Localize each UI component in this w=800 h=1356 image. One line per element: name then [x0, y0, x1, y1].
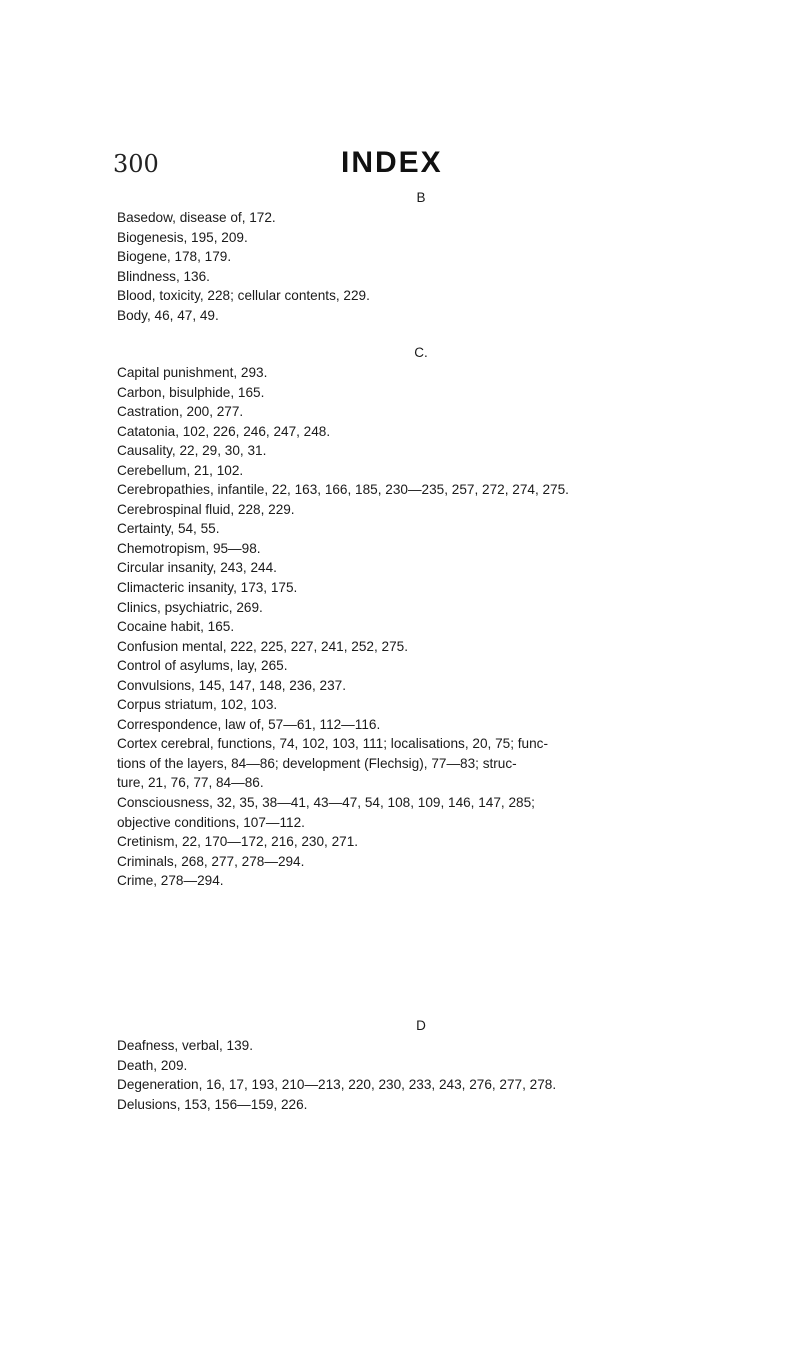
index-entry: Blood, toxicity, 228; cellular contents, 229.: [117, 288, 370, 304]
index-entry: Climacteric insanity, 173, 175.: [117, 580, 298, 596]
index-entry: Biogenesis, 195, 209.: [117, 229, 248, 245]
index-entry: Death, 209.: [117, 1057, 188, 1073]
index-entry: Blindness, 136.: [117, 268, 210, 284]
index-entry: Cerebrospinal fluid, 228, 229.: [117, 501, 295, 517]
index-entry: Cerebropathies, infantile, 22, 163, 166, 185, 230—235, 257, 272, 274, 275.: [117, 482, 569, 498]
index-entry: Deafness, verbal, 139.: [117, 1038, 254, 1053]
page-title: INDEX: [341, 146, 443, 179]
index-entry: Carbon, bisulphide, 165.: [117, 384, 265, 400]
index-entry: Certainty, 54, 55.: [117, 521, 220, 537]
index-entry: Crime, 278—294.: [117, 873, 224, 889]
entry-line: objective conditions, 107—112.: [117, 814, 305, 830]
index-entry: Corpus striatum, 102, 103.: [117, 697, 278, 713]
index-entry: Cerebellum, 21, 102.: [117, 462, 244, 478]
index-entry: Causality, 22, 29, 30, 31.: [117, 443, 267, 459]
index-entry: Control of asylums, lay, 265.: [117, 658, 288, 674]
index-entry: Chemotropism, 95—98.: [117, 540, 261, 556]
index-entry: Delusions, 153, 156—159, 226.: [117, 1096, 308, 1112]
index-entry: Capital punishment, 293.: [117, 365, 268, 380]
entry-line: Cortex cerebral, functions, 74, 102, 103, 111; localisations, 20, 75; func-: [117, 736, 548, 752]
index-section-b: [117, 188, 717, 325]
entry-line: ture, 21, 76, 77, 84—86.: [117, 775, 264, 791]
index-entry: Clinics, psychiatric, 269.: [117, 599, 263, 615]
section-letter: D: [416, 1018, 426, 1033]
index-entry: Convulsions, 145, 147, 148, 236, 237.: [117, 677, 346, 693]
index-section-d: [117, 1016, 717, 1114]
index-entry: Criminals, 268, 277, 278—294.: [117, 853, 305, 869]
index-entry: Degeneration, 16, 17, 193, 210—213, 220, 230, 233, 243, 276, 277, 278.: [117, 1077, 557, 1093]
index-entry: Cretinism, 22, 170—172, 216, 230, 271.: [117, 834, 359, 850]
index-section-c: [117, 343, 717, 891]
index-entry: Circular insanity, 243, 244.: [117, 560, 277, 576]
index-entry: Basedow, disease of, 172.: [117, 210, 276, 225]
section-letter: C.: [414, 345, 428, 360]
index-entry-consciousness: [117, 793, 717, 832]
index-entry: Cocaine habit, 165.: [117, 619, 235, 635]
index-entry: Catatonia, 102, 226, 246, 247, 248.: [117, 423, 331, 439]
index-entry-cortex: [117, 734, 717, 793]
page-number: 300: [113, 150, 159, 178]
index-entry: Biogene, 178, 179.: [117, 249, 232, 265]
entry-line: Consciousness, 32, 35, 38—41, 43—47, 54, 108, 109, 146, 147, 285;: [117, 795, 535, 811]
entry-line: tions of the layers, 84—86; development (Flechsig), 77—83; struc-: [117, 755, 517, 771]
index-entry: Correspondence, law of, 57—61, 112—116.: [117, 716, 381, 732]
index-entry: Castration, 200, 277.: [117, 404, 244, 420]
section-letter: B: [416, 190, 426, 205]
index-entry: Confusion mental, 222, 225, 227, 241, 252, 275.: [117, 638, 408, 654]
index-entry: Body, 46, 47, 49.: [117, 307, 219, 323]
